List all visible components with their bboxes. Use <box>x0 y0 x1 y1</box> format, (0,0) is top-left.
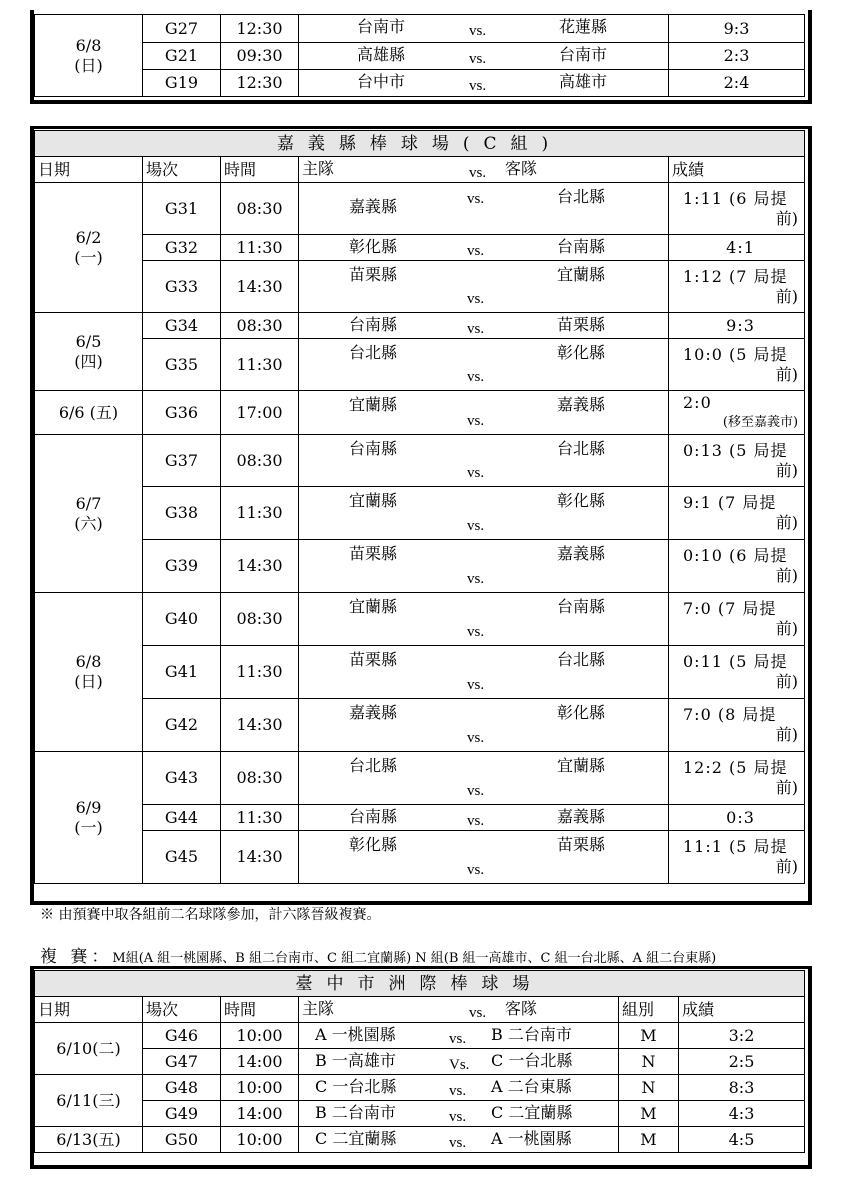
matchup <box>299 15 669 43</box>
score-note: 前) <box>775 619 799 638</box>
header-date: 日期 <box>35 157 143 183</box>
date-cell <box>35 435 143 593</box>
game-id: G44 <box>143 805 221 831</box>
table-row <box>35 1127 805 1153</box>
score: 0:11 (5 局提 <box>683 652 788 671</box>
score-note: 前) <box>775 364 799 384</box>
table-row <box>35 487 805 540</box>
vs-label: vs. <box>469 78 487 94</box>
score-note: 前) <box>775 672 799 691</box>
date-day: (一) <box>74 817 103 837</box>
matchup <box>299 313 669 339</box>
vs-label: vs. <box>449 1109 467 1125</box>
away-team: 台北縣 <box>557 650 606 669</box>
score: 9:3 <box>726 315 755 335</box>
semifinal-heading <box>40 942 716 967</box>
score-cell <box>669 487 805 540</box>
group-label: M <box>619 1023 679 1049</box>
game-time: 14:30 <box>221 831 299 884</box>
game-id: G46 <box>143 1023 221 1049</box>
game-time: 11:30 <box>221 235 299 261</box>
game-time: 14:00 <box>221 1101 299 1127</box>
matchup <box>299 1023 619 1049</box>
date-cell: 6/10(二) <box>35 1023 143 1075</box>
date-cell <box>35 313 143 391</box>
matchup <box>299 805 669 831</box>
vs-label: vs. <box>467 369 485 385</box>
header-group: 組別 <box>619 997 679 1023</box>
game-time: 08:30 <box>221 435 299 487</box>
score: 12:2 (5 局提 <box>683 758 788 777</box>
game-time: 10:00 <box>221 1023 299 1049</box>
score-note: 前) <box>775 513 799 532</box>
score: 2:3 <box>669 43 805 70</box>
away-team: 嘉義縣 <box>557 544 606 563</box>
game-id: G38 <box>143 487 221 540</box>
game-time: 11:30 <box>221 487 299 540</box>
group-label: M <box>619 1127 679 1153</box>
away-team: 台北縣 <box>557 439 606 458</box>
table-row <box>35 183 805 235</box>
home-team: 宜蘭縣 <box>349 597 398 616</box>
date-main: 6/9 <box>75 797 102 817</box>
vs-label: vs. <box>467 465 485 481</box>
home-team: 苗栗縣 <box>349 265 398 284</box>
vs-label: vs. <box>467 291 485 307</box>
matchup <box>299 1075 619 1101</box>
game-time: 11:30 <box>221 339 299 391</box>
game-time: 17:00 <box>221 391 299 435</box>
score: 4:1 <box>726 237 755 257</box>
header-vs: vs. <box>469 1005 487 1021</box>
home-team: 高雄縣 <box>357 45 406 64</box>
game-time: 14:30 <box>221 261 299 313</box>
header-time: 時間 <box>221 157 299 183</box>
table-row <box>35 1075 805 1101</box>
vs-label: vs. <box>449 1135 467 1151</box>
matchup <box>299 435 669 487</box>
game-time: 10:00 <box>221 1075 299 1101</box>
home-team: 台北縣 <box>349 756 398 775</box>
date-cell: 6/8 (日) <box>35 15 143 97</box>
home-team: 苗栗縣 <box>349 650 398 669</box>
game-id: G49 <box>143 1101 221 1127</box>
date-cell <box>35 752 143 884</box>
header-row <box>35 157 805 183</box>
away-team: C 二宜蘭縣 <box>491 1103 573 1122</box>
date-cell <box>35 391 143 435</box>
table-row <box>35 391 805 435</box>
score: 2:4 <box>669 70 805 97</box>
score: 2:5 <box>679 1049 805 1075</box>
date-main: 6/5 <box>75 331 102 351</box>
table-row <box>35 699 805 752</box>
game-id: G19 <box>143 70 221 97</box>
score-note: 前) <box>775 778 799 797</box>
table-row <box>35 261 805 313</box>
game-time: 09:30 <box>221 43 299 70</box>
date-cell <box>35 183 143 313</box>
table-row <box>35 1023 805 1049</box>
away-team: 台北縣 <box>557 187 606 206</box>
venue-title: 嘉義縣棒球場(C組) <box>35 131 805 157</box>
matchup <box>299 43 669 70</box>
date-day: (四) <box>74 351 103 371</box>
game-time: 14:00 <box>221 1049 299 1075</box>
group-label: M <box>619 1101 679 1127</box>
header-vs: vs. <box>469 165 487 181</box>
matchup <box>299 70 669 97</box>
score-cell <box>669 752 805 805</box>
game-time: 08:30 <box>221 183 299 235</box>
away-team: A 二台東縣 <box>491 1077 572 1096</box>
score: 9:1 (7 局提 <box>683 493 777 512</box>
vs-label: vs. <box>467 518 485 534</box>
game-id: G41 <box>143 646 221 699</box>
away-team: B 二台南市 <box>491 1025 572 1044</box>
game-time: 12:30 <box>221 15 299 43</box>
away-team: A 一桃園縣 <box>491 1129 572 1148</box>
table-row <box>35 235 805 261</box>
vs-label: vs. <box>467 191 485 207</box>
score: 0:3 <box>726 807 755 827</box>
game-time: 10:00 <box>221 1127 299 1153</box>
vs-label: vs. <box>467 624 485 640</box>
game-id: G34 <box>143 313 221 339</box>
score-cell <box>669 313 805 339</box>
table-row <box>35 752 805 805</box>
score-note: (移至嘉義市) <box>722 414 799 430</box>
away-team: 宜蘭縣 <box>557 265 606 284</box>
vs-label: vs. <box>467 813 485 829</box>
date-main: 6/2 <box>75 227 102 247</box>
matchup <box>299 646 669 699</box>
vs-label: vs. <box>449 1031 467 1047</box>
matchup <box>299 261 669 313</box>
score-cell <box>669 183 805 235</box>
game-id: G45 <box>143 831 221 884</box>
header-score: 成績 <box>679 997 805 1023</box>
table-row <box>35 540 805 593</box>
score: 10:0 (5 局提 <box>683 344 788 364</box>
vs-label: Vs. <box>449 1057 470 1073</box>
home-team: 宜蘭縣 <box>349 395 398 414</box>
home-team: C 一台北縣 <box>315 1077 397 1096</box>
header-time: 時間 <box>221 997 299 1023</box>
score-note: 前) <box>775 725 799 744</box>
header-away: 客隊 <box>505 999 538 1018</box>
table-row <box>35 646 805 699</box>
group-label: N <box>619 1075 679 1101</box>
game-id: G35 <box>143 339 221 391</box>
date-main: 6/8 <box>75 652 102 671</box>
game-id: G50 <box>143 1127 221 1153</box>
game-id: G47 <box>143 1049 221 1075</box>
away-team: C 一台北縣 <box>491 1051 573 1070</box>
table-row <box>35 1101 805 1127</box>
matchup <box>299 487 669 540</box>
game-time: 12:30 <box>221 70 299 97</box>
home-team: 台中市 <box>357 72 406 91</box>
date-day: (六) <box>74 513 103 533</box>
matchup <box>299 752 669 805</box>
score-note: 前) <box>775 566 799 585</box>
game-time: 11:30 <box>221 805 299 831</box>
game-time: 14:30 <box>221 540 299 593</box>
home-team: 嘉義縣 <box>349 197 398 216</box>
score-cell <box>669 261 805 313</box>
home-team: B 一高雄市 <box>315 1051 396 1070</box>
game-id: G48 <box>143 1075 221 1101</box>
top-schedule-table <box>34 14 805 97</box>
matchup <box>299 235 669 261</box>
header-game: 場次 <box>143 157 221 183</box>
home-team: 宜蘭縣 <box>349 491 398 510</box>
matchup <box>299 1127 619 1153</box>
score-cell <box>669 646 805 699</box>
score-cell <box>669 540 805 593</box>
header-game: 場次 <box>143 997 221 1023</box>
home-team: 彰化縣 <box>349 835 398 854</box>
score-cell <box>669 435 805 487</box>
score: 8:3 <box>679 1075 805 1101</box>
date-cell <box>35 593 143 752</box>
score: 4:3 <box>679 1101 805 1127</box>
home-team: 台南縣 <box>349 439 398 458</box>
home-team: A 一桃園縣 <box>315 1025 396 1044</box>
away-team: 彰化縣 <box>557 491 606 510</box>
table-row <box>35 1049 805 1075</box>
date-cell: 6/13(五) <box>35 1127 143 1153</box>
matchup <box>299 593 669 646</box>
vs-label: vs. <box>467 413 485 429</box>
score: 2:0 <box>683 392 712 412</box>
semifinal-label: 複 賽： <box>40 947 113 967</box>
table-row <box>35 831 805 884</box>
away-team: 花蓮縣 <box>559 17 608 36</box>
score-note: 前) <box>775 460 799 480</box>
matchup <box>299 831 669 884</box>
vs-label: vs. <box>469 51 487 67</box>
score: 0:10 (6 局提 <box>683 546 788 565</box>
qualification-note: ※ 由預賽中取各組前二名球隊參加，計六隊晉級複賽。 <box>40 907 381 923</box>
matchup <box>299 391 669 435</box>
date-cell: 6/11(三) <box>35 1075 143 1127</box>
score: 11:1 (5 局提 <box>683 837 788 856</box>
game-id: G32 <box>143 235 221 261</box>
away-team: 彰化縣 <box>557 343 606 362</box>
table-row <box>35 805 805 831</box>
away-team: 台南市 <box>559 45 608 64</box>
table-row <box>35 593 805 646</box>
header-matchup <box>299 997 619 1023</box>
home-team: 台南市 <box>357 17 406 36</box>
matchup <box>299 699 669 752</box>
game-time: 08:30 <box>221 593 299 646</box>
table-row <box>35 15 805 43</box>
away-team: 高雄市 <box>559 72 608 91</box>
game-id: G42 <box>143 699 221 752</box>
game-id: G27 <box>143 15 221 43</box>
score: 4:5 <box>679 1127 805 1153</box>
header-score: 成績 <box>669 157 805 183</box>
home-team: 台北縣 <box>349 343 398 362</box>
table-row <box>35 70 805 97</box>
vs-label: vs. <box>467 730 485 746</box>
game-id: G33 <box>143 261 221 313</box>
matchup <box>299 183 669 235</box>
home-team: 苗栗縣 <box>349 544 398 563</box>
score-note: 前) <box>775 286 799 306</box>
score-cell <box>669 235 805 261</box>
score: 9:3 <box>669 15 805 43</box>
vs-label: vs. <box>449 1083 467 1099</box>
score-cell <box>669 339 805 391</box>
score-cell <box>669 831 805 884</box>
away-team: 宜蘭縣 <box>557 756 606 775</box>
score: 3:2 <box>679 1023 805 1049</box>
vs-label: vs. <box>467 243 485 259</box>
home-team: 彰化縣 <box>349 237 398 256</box>
venue-title: 臺中市洲際棒球場 <box>35 971 805 997</box>
semifinal-table <box>34 970 805 1153</box>
score: 7:0 (8 局提 <box>683 705 777 724</box>
game-time: 08:30 <box>221 752 299 805</box>
matchup <box>299 1049 619 1075</box>
home-team: 台南縣 <box>349 807 398 826</box>
home-team: 台南縣 <box>349 315 398 334</box>
header-matchup <box>299 157 669 183</box>
score: 0:13 (5 局提 <box>683 440 788 460</box>
away-team: 苗栗縣 <box>557 835 606 854</box>
header-away: 客隊 <box>505 159 538 178</box>
group-label: N <box>619 1049 679 1075</box>
header-home: 主隊 <box>302 159 335 178</box>
vs-label: vs. <box>469 23 487 39</box>
home-team: C 二宜蘭縣 <box>315 1129 397 1148</box>
away-team: 苗栗縣 <box>557 315 606 334</box>
game-time: 14:30 <box>221 699 299 752</box>
table-row <box>35 313 805 339</box>
game-time: 11:30 <box>221 646 299 699</box>
game-id: G37 <box>143 435 221 487</box>
vs-label: vs. <box>467 321 485 337</box>
score-cell <box>669 391 805 435</box>
header-date: 日期 <box>35 997 143 1023</box>
vs-label: vs. <box>467 677 485 693</box>
table-row <box>35 435 805 487</box>
game-id: G31 <box>143 183 221 235</box>
score-note: 前) <box>775 208 799 228</box>
group-c-table <box>34 130 805 884</box>
game-time: 08:30 <box>221 313 299 339</box>
away-team: 彰化縣 <box>557 703 606 722</box>
header-home: 主隊 <box>302 999 335 1018</box>
semifinal-groups: M組(A 組一桃園縣、B 組二台南市、C 組二宜蘭縣) N 組(B 組一高雄市、C 組一台北縣、A 組二台東縣) <box>112 951 717 966</box>
table-row <box>35 43 805 70</box>
date-main: 6/6 (五) <box>58 402 119 422</box>
score-cell <box>669 805 805 831</box>
table-row <box>35 339 805 391</box>
date-main: 6/7 <box>75 493 102 513</box>
score-cell <box>669 593 805 646</box>
score-note: 前) <box>775 857 799 876</box>
game-id: G36 <box>143 391 221 435</box>
game-id: G39 <box>143 540 221 593</box>
vs-label: vs. <box>467 571 485 587</box>
home-team: 嘉義縣 <box>349 703 398 722</box>
away-team: 台南縣 <box>557 237 606 256</box>
date-day: (一) <box>74 247 103 267</box>
game-id: G21 <box>143 43 221 70</box>
away-team: 嘉義縣 <box>557 395 606 414</box>
date-day: (日) <box>74 672 103 691</box>
matchup <box>299 339 669 391</box>
game-id: G40 <box>143 593 221 646</box>
score: 7:0 (7 局提 <box>683 599 777 618</box>
score: 1:11 (6 局提 <box>683 188 788 208</box>
away-team: 台南縣 <box>557 597 606 616</box>
score-cell <box>669 699 805 752</box>
score: 1:12 (7 局提 <box>683 266 788 286</box>
away-team: 嘉義縣 <box>557 807 606 826</box>
vs-label: vs. <box>467 862 485 878</box>
vs-label: vs. <box>467 783 485 799</box>
matchup <box>299 1101 619 1127</box>
game-id: G43 <box>143 752 221 805</box>
home-team: B 二台南市 <box>315 1103 396 1122</box>
header-row <box>35 997 805 1023</box>
matchup <box>299 540 669 593</box>
